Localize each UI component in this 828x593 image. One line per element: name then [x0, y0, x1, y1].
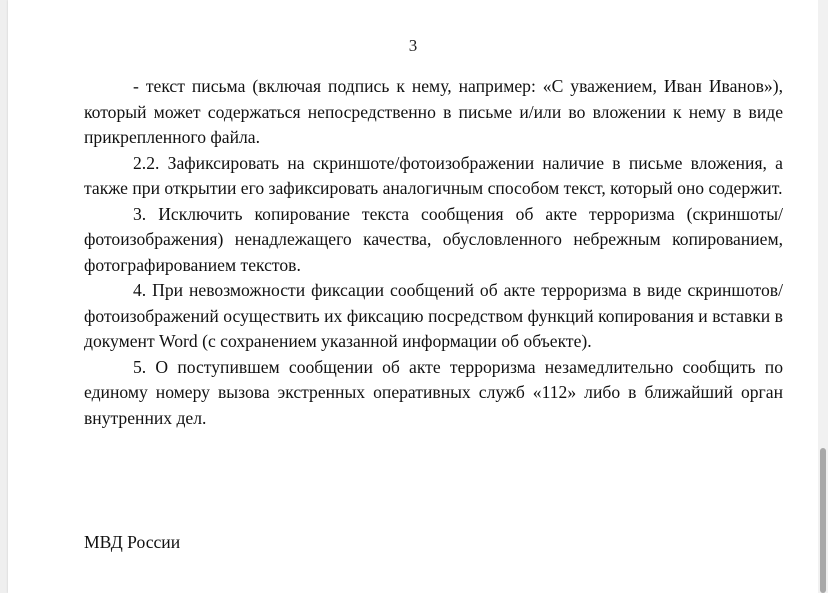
page-number: 3: [408, 36, 418, 55]
signature-mvd: МВД России: [84, 532, 181, 552]
paragraph-3: 3. Исключить копирование текста сообщения об акте терроризма (скриншоты/фотоизображения) ненадлежащего качества, обусловленного небрежным копированием, фотографированием текстов.: [84, 203, 783, 275]
paragraph-4: 4. При невозможности фиксации сообщений об акте терроризма в виде скриншотов/фотоизображений осуществить их фиксацию посредством функций копирования и вставки в документ Word (с сохранением указанной информации об объекте).: [84, 280, 783, 351]
scrollbar-thumb[interactable]: [820, 448, 826, 593]
vertical-scrollbar[interactable]: [818, 0, 828, 593]
paragraph-2-2: 2.2. Зафиксировать на скриншоте/фотоизображении наличие в письме вложения, а также при открытии его зафиксировать аналогичным способом текст, который оно содержит.: [84, 152, 783, 198]
paragraph-5: 5. О поступившем сообщении об акте терроризма незамедлительно сообщить по единому номеру вызова экстренных оперативных служб «112» либо в ближайший орган внутренних дел.: [84, 356, 783, 428]
paragraph-email-text: - текст письма (включая подпись к нему, например: «С уважением, Иван Иванов»), который может содержаться непосредственно в письме и/или во вложении к нему в виде прикрепленного файла.: [84, 76, 783, 147]
document-page: [8, 0, 818, 593]
document-body: [84, 74, 783, 431]
